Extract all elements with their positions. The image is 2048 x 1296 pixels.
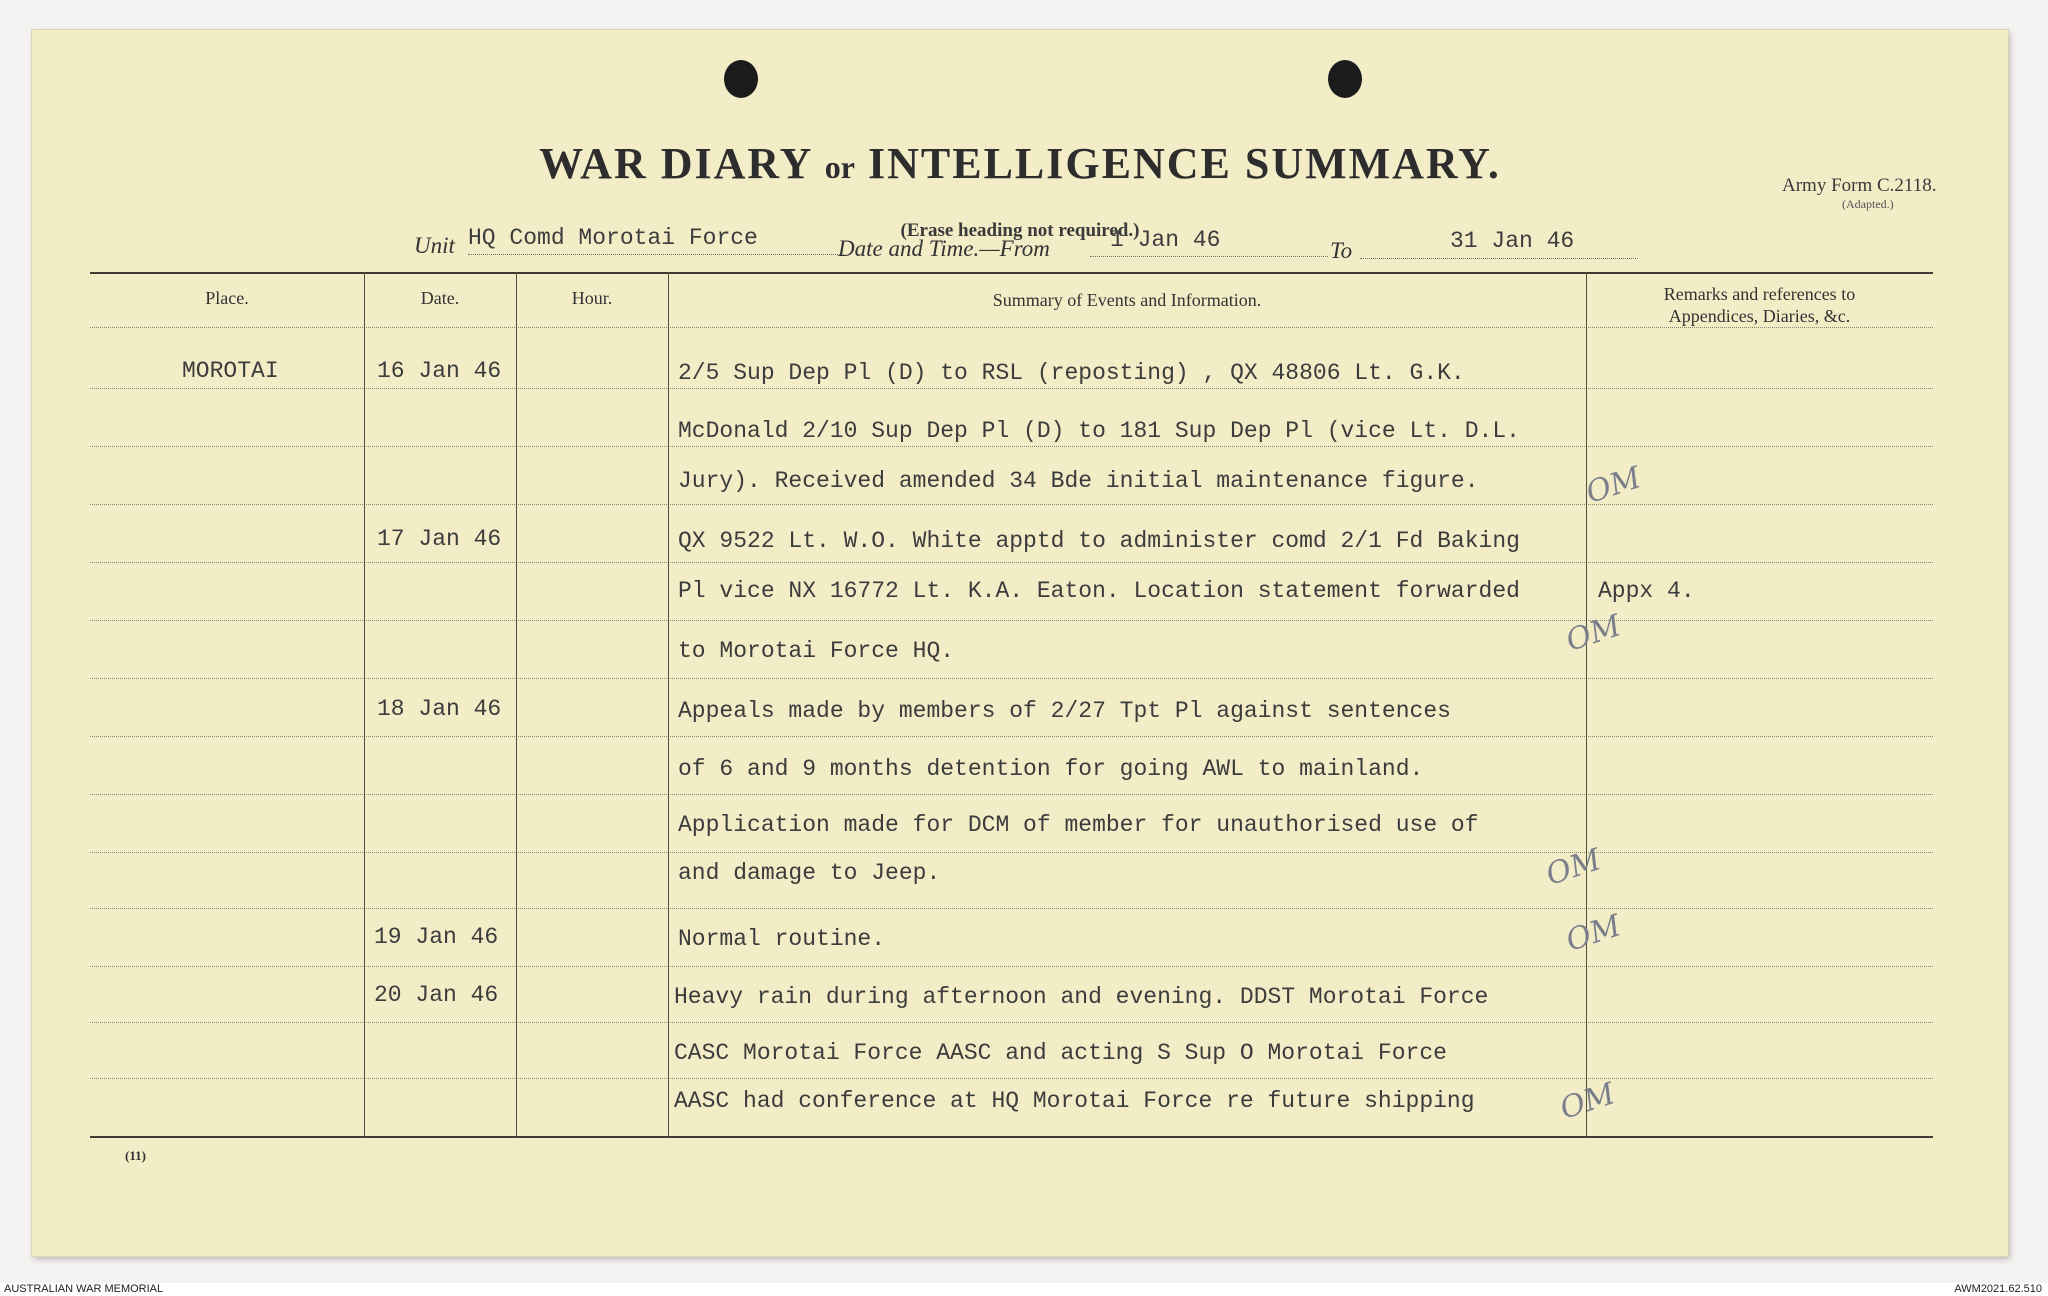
page-title [32,138,2008,189]
army-form-number: Army Form C.2118. [1782,175,1937,196]
column-divider [1586,272,1587,1138]
summary-line: Pl vice NX 16772 Lt. K.A. Eaton. Location statement forwarded [678,578,1520,604]
table-top-rule [90,272,1933,274]
handwritten-initials: OM [1561,608,1626,659]
header-remarks-line-1: Remarks and references to [1663,284,1856,304]
date-cell: 19 Jan 46 [374,924,499,950]
footer-institution: AUSTRALIAN WAR MEMORIAL [4,1283,164,1295]
header-summary: Summary of Events and Information. [992,290,1262,310]
row-rule [90,794,1933,795]
date-cell: 16 Jan 46 [377,358,502,384]
column-divider [668,272,669,1138]
date-from-dotted-line [1090,256,1328,257]
summary-line: of 6 and 9 months detention for going AWL to mainland. [678,756,1424,782]
row-rule [90,620,1933,621]
summary-line: Application made for DCM of member for unauthorised use of [678,812,1479,838]
table-bottom-rule [90,1136,1933,1138]
row-rule [90,446,1933,447]
summary-line: CASC Morotai Force AASC and acting S Sup O Morotai Force [674,1040,1447,1066]
unit-label: Unit [414,233,455,258]
diary-table [90,272,1933,1138]
date-to-value: 31 Jan 46 [1450,228,1575,254]
header-remarks-line-2: Appendices, Diaries, &c. [1668,306,1851,326]
subtitle: (Erase heading not required.) [900,220,1140,241]
punch-hole-right [1328,60,1362,98]
summary-line: McDonald 2/10 Sup Dep Pl (D) to 181 Sup Dep Pl (vice Lt. D.L. [678,418,1520,444]
date-from-value: 1 Jan 46 [1110,227,1221,253]
row-rule [90,678,1933,679]
summary-line: Jury). Received amended 34 Bde initial maintenance figure. [678,468,1479,494]
date-cell: 18 Jan 46 [377,696,502,722]
title-part-1: WAR DIARY [539,139,812,188]
place-cell: MOROTAI [182,358,279,384]
title-or: or [824,149,855,185]
form-number: (11) [125,1148,146,1163]
row-rule [90,736,1933,737]
row-rule [90,562,1933,563]
date-cell: 17 Jan 46 [377,526,502,552]
remarks-cell: Appx 4. [1598,578,1695,604]
header-rule [90,327,1933,328]
row-rule [90,1078,1933,1079]
handwritten-initials: OM [1581,460,1646,511]
unit-value: HQ Comd Morotai Force [468,225,758,251]
summary-line: and damage to Jeep. [678,860,941,886]
row-rule [90,1022,1933,1023]
unit-dotted-line [468,254,844,255]
summary-line: Appeals made by members of 2/27 Tpt Pl against sentences [678,698,1451,724]
summary-line: to Morotai Force HQ. [678,638,955,664]
handwritten-initials: OM [1555,1076,1620,1127]
summary-line: QX 9522 Lt. W.O. White apptd to administer comd 2/1 Fd Baking [678,528,1520,554]
summary-line: Normal routine. [678,926,886,952]
column-divider [364,272,365,1138]
summary-line: AASC had conference at HQ Morotai Force re future shipping [674,1088,1475,1114]
header-hour: Hour. [571,288,613,308]
date-from-label: Date and Time.—From [838,236,1050,261]
summary-line: Heavy rain during afternoon and evening. DDST Morotai Force [674,984,1489,1010]
army-form-adapted: (Adapted.) [1842,197,1894,211]
row-rule [90,966,1933,967]
row-rule [90,388,1933,389]
punch-hole-left [724,60,758,98]
footer-accession-number: AWM2021.62.510 [1954,1283,2042,1295]
header-place: Place. [205,288,249,308]
title-part-2: INTELLIGENCE SUMMARY. [867,139,1501,188]
summary-line: 2/5 Sup Dep Pl (D) to RSL (reposting) , QX 48806 Lt. G.K. [678,360,1465,386]
column-divider [516,272,517,1138]
handwritten-initials: OM [1561,908,1626,959]
row-rule [90,504,1933,505]
date-cell: 20 Jan 46 [374,982,499,1008]
handwritten-initials: OM [1541,842,1606,893]
date-to-dotted-line [1360,258,1638,259]
row-rule [90,852,1933,853]
header-date: Date. [420,288,460,308]
row-rule [90,908,1933,909]
to-label: To [1330,238,1353,263]
